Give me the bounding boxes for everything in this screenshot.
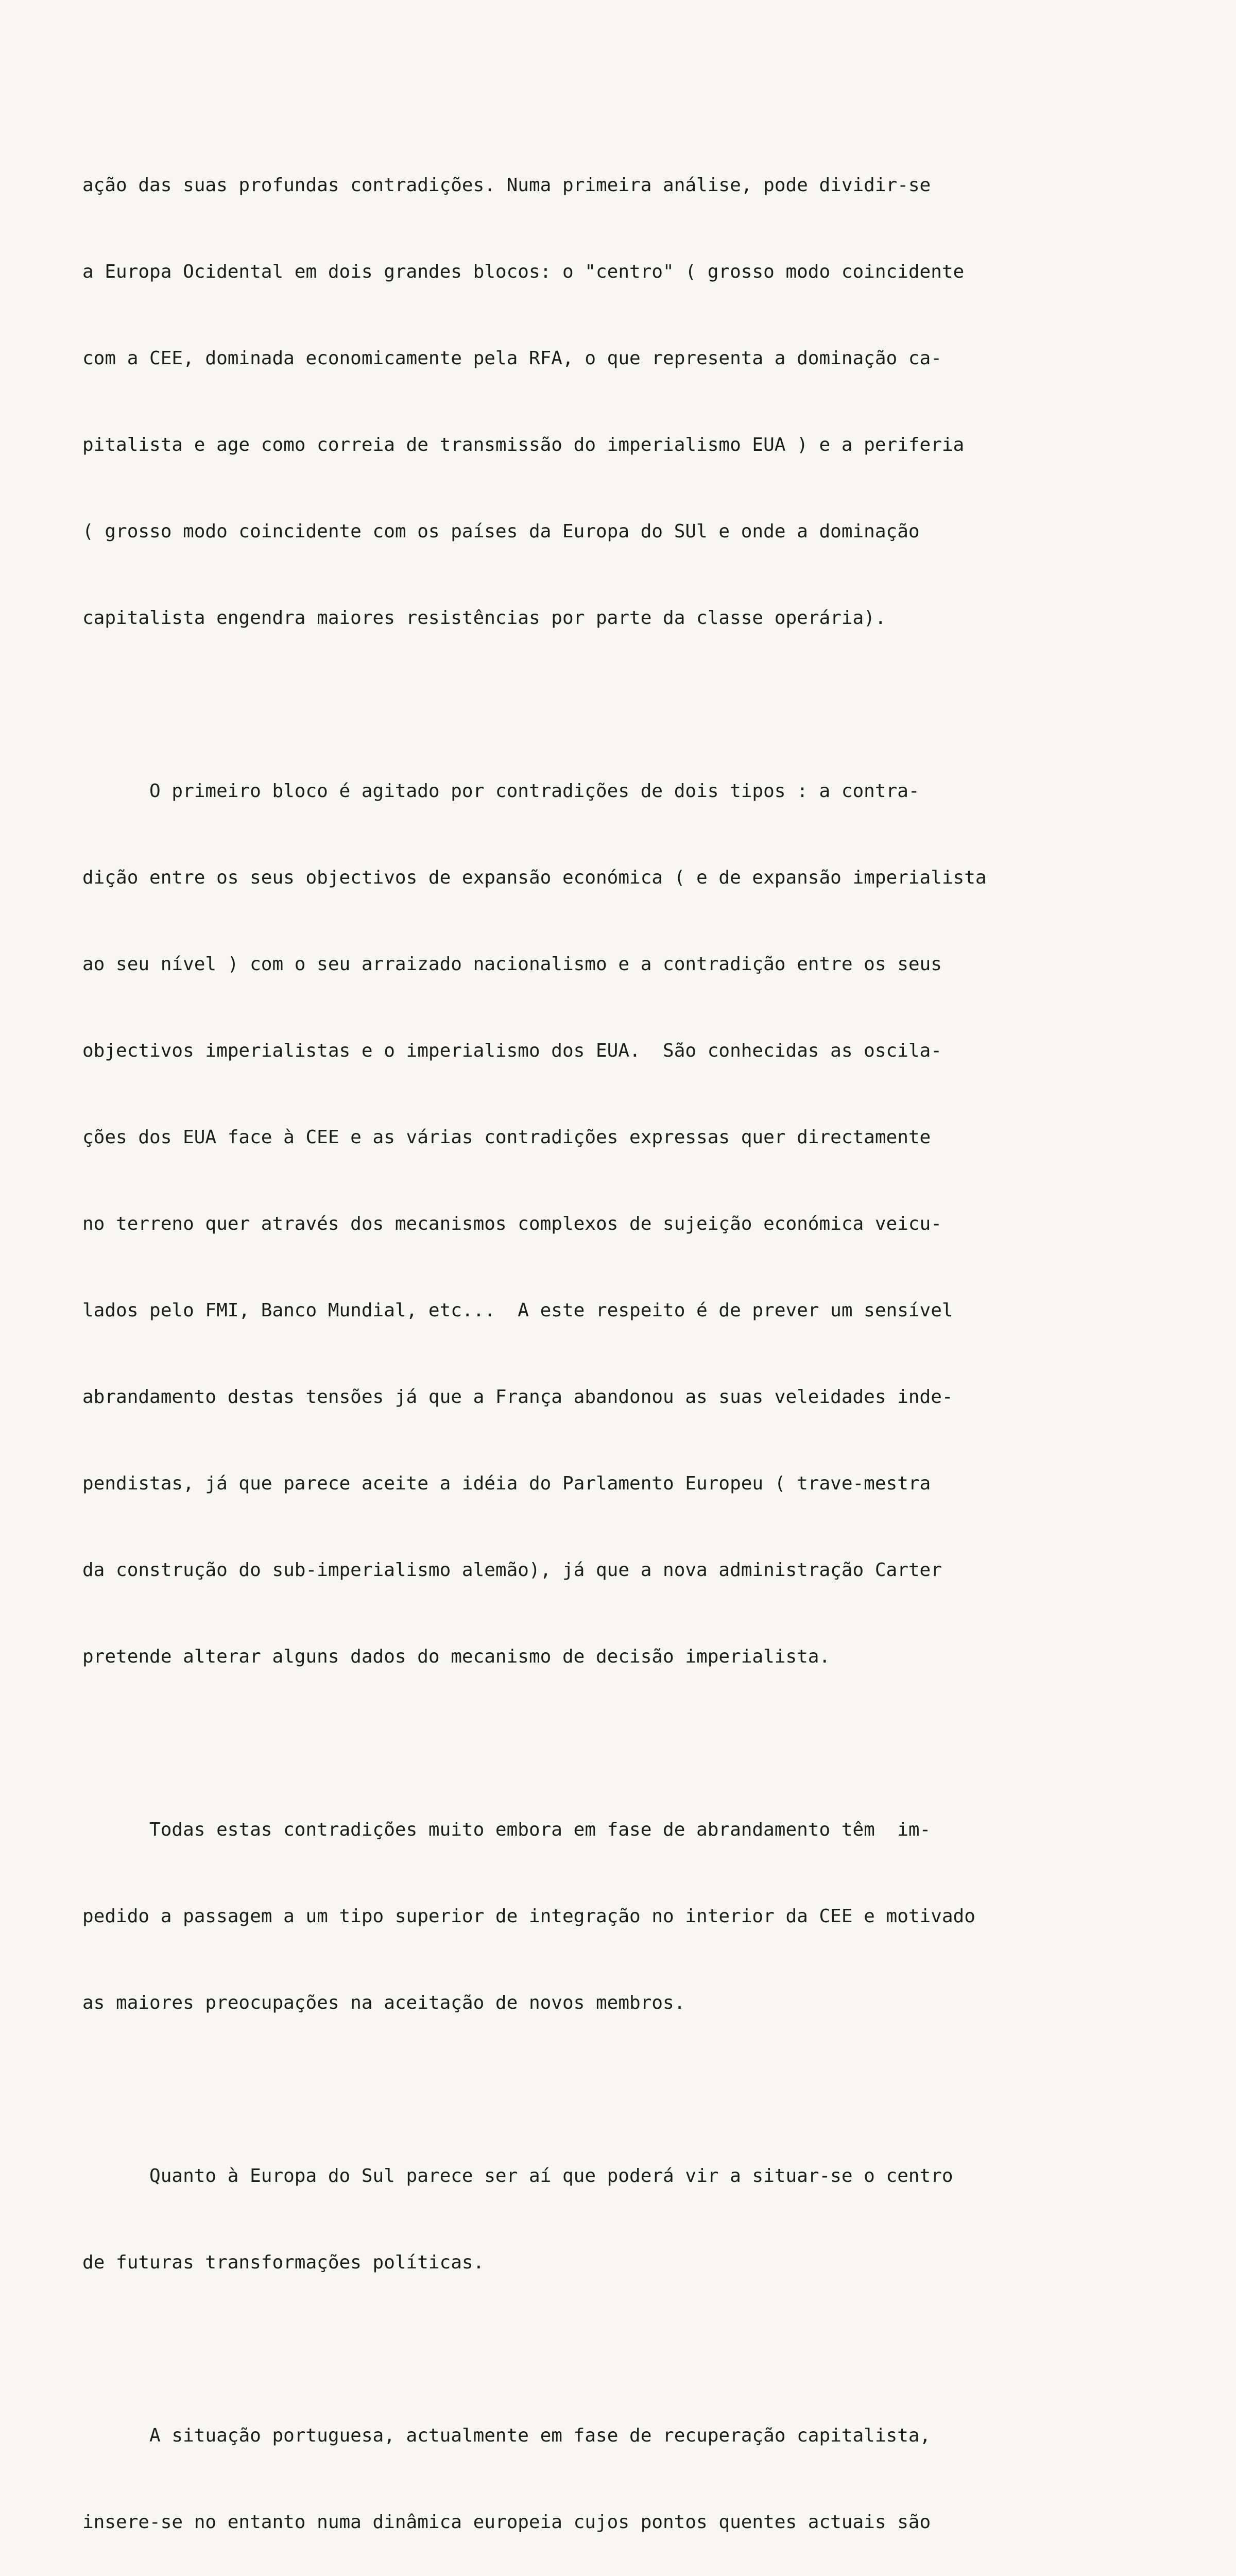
paragraph-3 [82,1758,1148,2075]
paragraph-4 [82,2104,1148,2335]
text-line: O primeiro bloco é agitado por contradições de dois tipos : a contra- [82,781,920,802]
text-line: a Europa Ocidental em dois grandes blocos: o "centro" ( grosso modo coincidente [82,261,965,282]
text-line: da construção do sub-imperialismo alemão), já que a nova administração Carter [82,1560,942,1581]
text-line: insere-se no entanto numa dinâmica europeia cujos pontos quentes actuais são [82,2512,931,2533]
text-line: pretende alterar alguns dados do mecanismo de decisão imperialista. [82,1646,831,1667]
text-line: Quanto à Europa do Sul parece ser aí que poderá vir a situar-se o centro [82,2165,953,2187]
text-line: Todas estas contradições muito embora em fase de abrandamento têm im- [82,1819,931,1840]
text-line: ação das suas profundas contradições. Numa primeira análise, pode dividir-se [82,175,931,196]
paragraph-1 [82,113,1148,690]
text-line: pendistas, já que parece aceite a idéia do Parlamento Europeu ( trave-mestra [82,1473,931,1494]
text-line: capitalista engendra maiores resistências por parte da classe operária). [82,607,886,629]
text-line: dição entre os seus objectivos de expansão económica ( e de expansão imperialista [82,867,987,888]
text-line: objectivos imperialistas e o imperialismo dos EUA. São conhecidas as oscila- [82,1040,942,1061]
text-line: as maiores preocupações na aceitação de novos membros. [82,1992,685,2013]
text-line: pitalista e age como correia de transmissão do imperialismo EUA ) e a periferia [82,434,965,455]
text-line: lados pelo FMI, Banco Mundial, etc... A este respeito é de prever um sensível [82,1300,953,1321]
text-line: de futuras transformações políticas. [82,2252,485,2273]
text-line: no terreno quer através dos mecanismos complexos de sujeição económica veicu- [82,1213,942,1234]
text-line: A situação portuguesa, actualmente em fase de recuperação capitalista, [82,2425,931,2446]
text-line: com a CEE, dominada economicamente pela RFA, o que representa a dominação ca- [82,348,942,369]
text-line: pedido a passagem a um tipo superior de integração no interior da CEE e motivado [82,1906,975,1927]
text-line: ( grosso modo coincidente com os países da Europa do SUl e onde a dominação [82,521,920,542]
paragraph-2 [82,719,1148,1729]
paragraph-5 [82,2364,1148,2576]
text-line: ao seu nível ) com o seu arraizado nacionalismo e a contradição entre os seus [82,954,942,975]
text-line: abrandamento destas tensões já que a França abandonou as suas veleidades inde- [82,1386,953,1408]
text-line: ções dos EUA face à CEE e as várias contradições expressas quer directamente [82,1127,931,1148]
